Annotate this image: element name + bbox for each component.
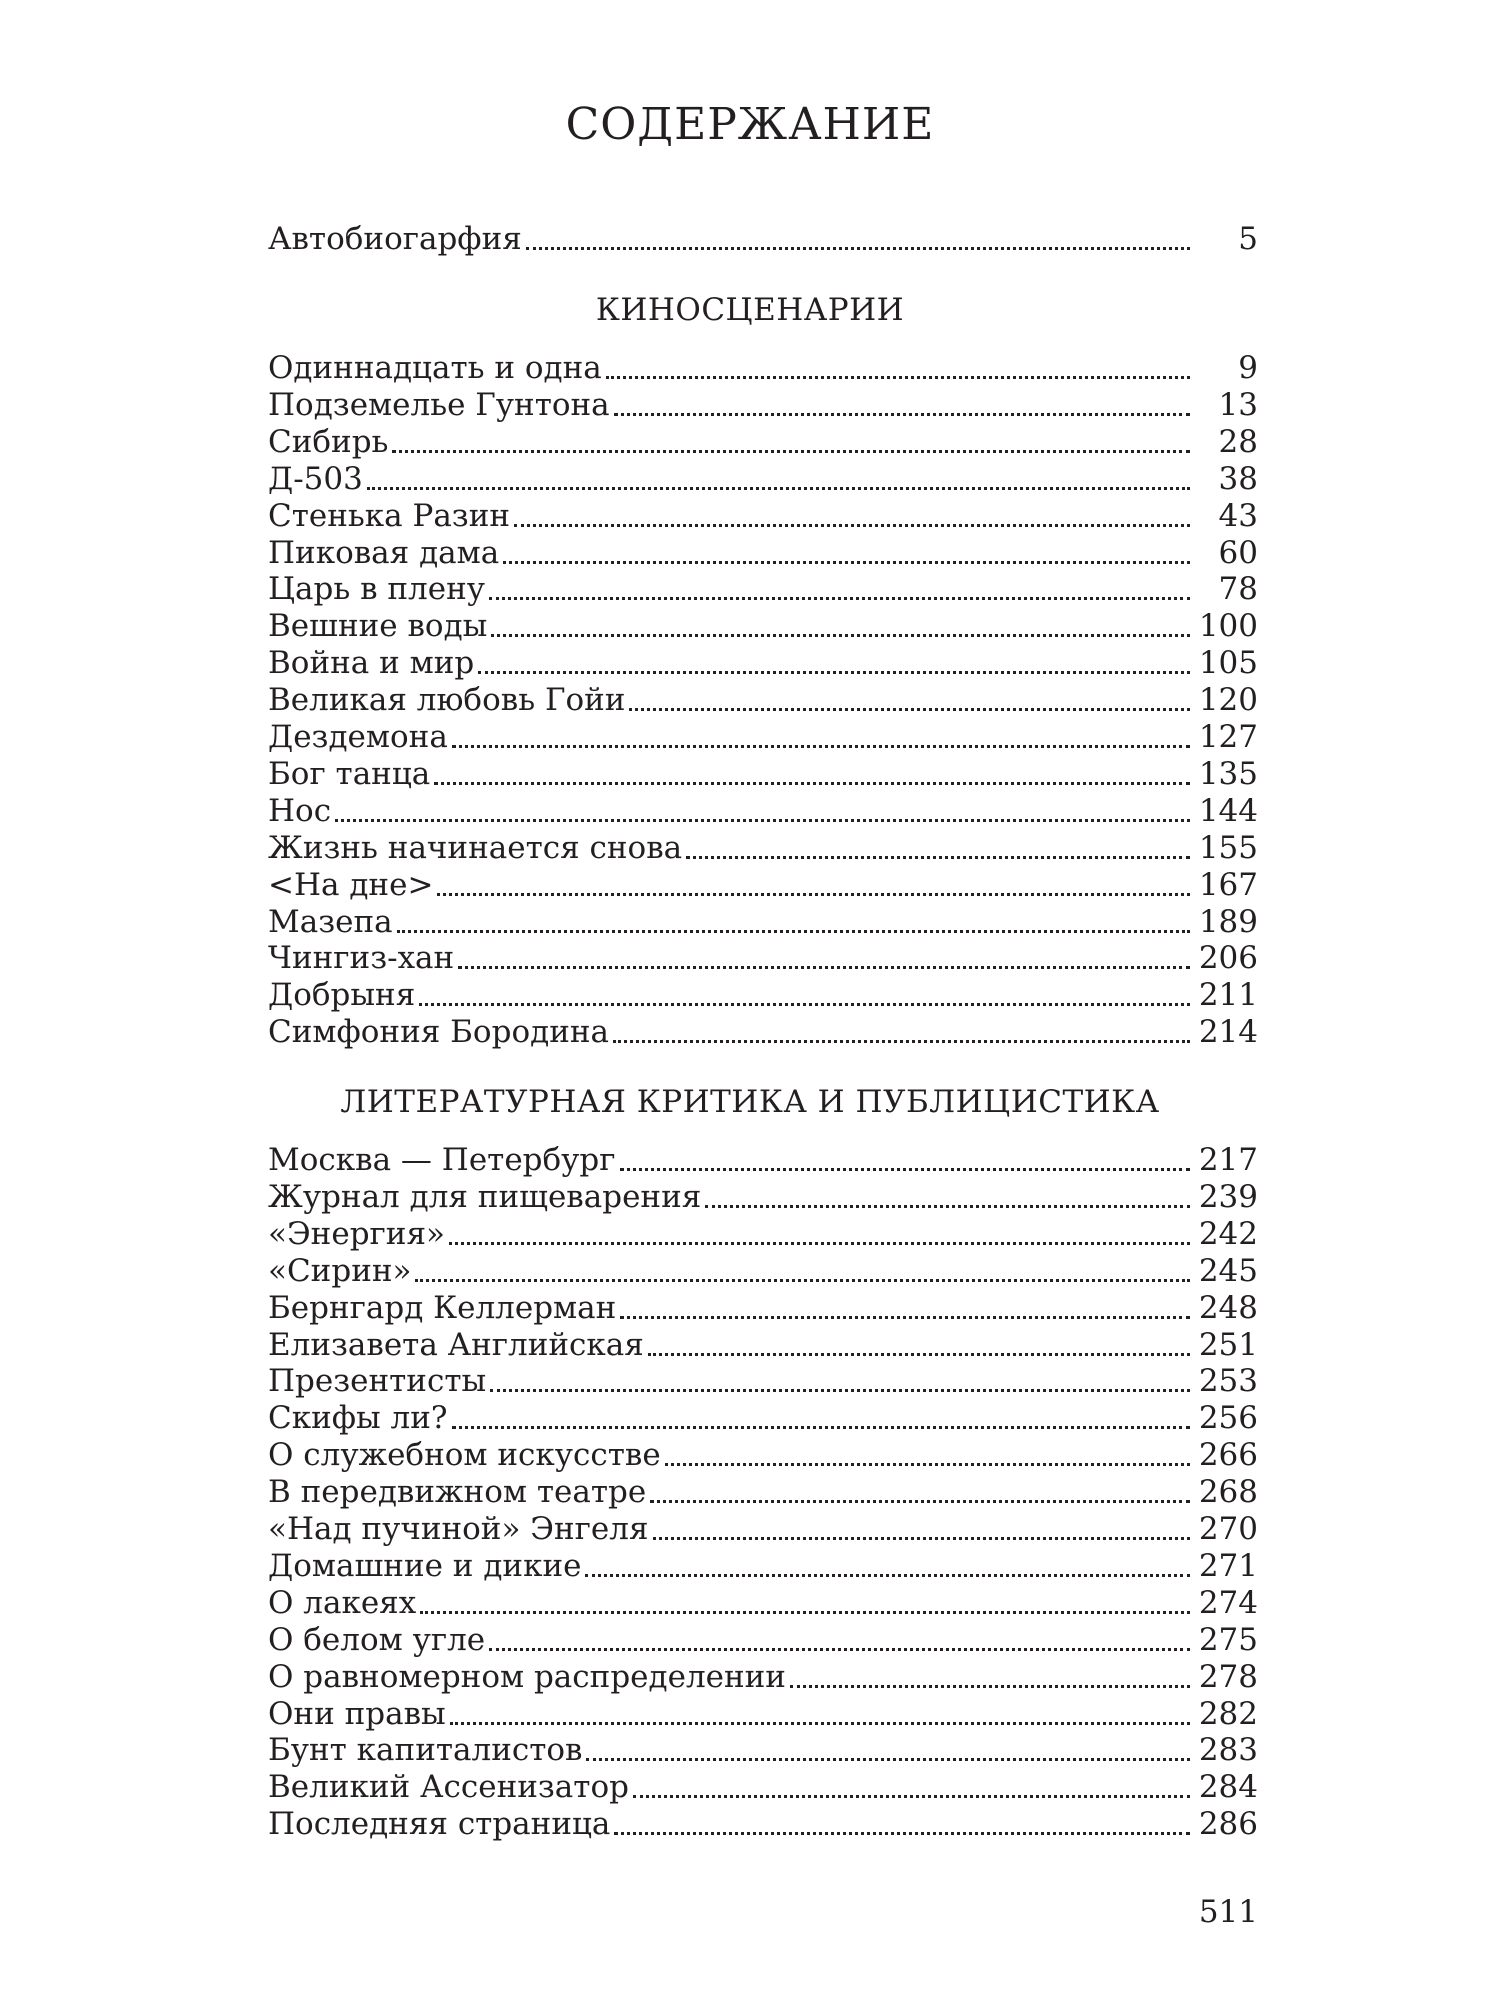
- dot-leader: [478, 671, 1190, 674]
- dot-leader: [449, 1242, 1190, 1245]
- dot-leader: [514, 524, 1190, 527]
- toc-entry-title: Симфония Бородина: [268, 1014, 609, 1051]
- toc-entry-title: Бернгард Келлерман: [268, 1289, 617, 1326]
- dot-leader: [586, 1758, 1190, 1761]
- toc-entry-title: О равномерном распределении: [268, 1658, 786, 1695]
- toc-entry-title: Домашние и дикие: [268, 1547, 582, 1584]
- toc-entry: [268, 1806, 1258, 1843]
- toc-entry: [268, 535, 1258, 572]
- dot-leader: [489, 597, 1190, 600]
- toc-entry: [268, 1437, 1258, 1474]
- dot-leader: [620, 1168, 1191, 1171]
- toc-entry-page: 253: [1198, 1363, 1258, 1400]
- toc-entry-title: Жизнь начинается снова: [268, 829, 683, 866]
- dot-leader: [650, 1500, 1190, 1503]
- toc-entry-title: Мазепа: [268, 903, 393, 940]
- toc-entry-page: 245: [1198, 1252, 1258, 1289]
- toc-entry-title: Д-503: [268, 460, 363, 497]
- toc-entry-title: Подземелье Гунтона: [268, 386, 610, 423]
- toc-entry-title: О белом угле: [268, 1621, 486, 1658]
- dot-leader: [419, 1003, 1190, 1006]
- toc-entry-title: Нос: [268, 792, 332, 829]
- toc-entry-page: 135: [1198, 755, 1258, 792]
- toc-entry: [268, 867, 1258, 904]
- toc-entry: [268, 1216, 1258, 1253]
- toc-entry-page: 5: [1238, 221, 1258, 257]
- dot-leader: [705, 1205, 1190, 1208]
- toc-entry-page: 189: [1198, 903, 1258, 940]
- toc-entry: [268, 682, 1258, 719]
- toc-entry-title: Чингиз-хан: [268, 940, 455, 977]
- toc-entry-title: Дездемона: [268, 719, 448, 755]
- toc-entry-page: 251: [1198, 1326, 1258, 1363]
- toc-entry-page: 256: [1198, 1400, 1258, 1437]
- toc-entry: [268, 1142, 1258, 1179]
- toc-entry-page: 43: [1218, 497, 1258, 534]
- page-title: СОДЕРЖАНИЕ: [565, 99, 935, 150]
- toc-entry-title: Бунт капиталистов: [268, 1732, 583, 1769]
- toc-entry-page: 266: [1198, 1437, 1258, 1474]
- toc-entry-page: 217: [1198, 1142, 1258, 1178]
- dot-leader: [434, 782, 1190, 785]
- toc-entry: [268, 830, 1258, 867]
- toc-entry: [268, 1732, 1258, 1769]
- dot-leader: [613, 1040, 1190, 1043]
- toc-entry-page: 211: [1198, 977, 1258, 1014]
- dot-leader: [335, 819, 1190, 822]
- toc-entry-page: 284: [1198, 1769, 1258, 1806]
- toc-entry: [268, 756, 1258, 793]
- dot-leader: [458, 966, 1190, 969]
- toc-entry: [268, 940, 1258, 977]
- toc-entry: [268, 1253, 1258, 1290]
- toc-entry: [268, 1622, 1258, 1659]
- toc-entry: [268, 977, 1258, 1014]
- dot-leader: [420, 1611, 1190, 1614]
- toc-entry-title: «Энергия»: [268, 1215, 445, 1252]
- dot-leader: [665, 1463, 1190, 1466]
- toc-entry-page: 78: [1218, 571, 1258, 608]
- toc-entry-page: 274: [1198, 1584, 1258, 1621]
- toc-entry-page: 278: [1198, 1658, 1258, 1695]
- toc-entry: [268, 1585, 1258, 1622]
- toc-entry-page: 270: [1198, 1511, 1258, 1547]
- toc-entry-title: Одиннадцать и одна: [268, 350, 602, 386]
- toc-entry: [268, 1290, 1258, 1327]
- toc-entry: [268, 1400, 1258, 1437]
- dot-leader: [585, 1574, 1190, 1577]
- toc-entry: [268, 350, 1258, 387]
- toc-entry: [268, 461, 1258, 498]
- dot-leader: [415, 1279, 1190, 1282]
- dot-leader: [452, 745, 1190, 748]
- dot-leader: [437, 893, 1190, 896]
- toc-entry-title: «Над пучиной» Энгеля: [268, 1511, 649, 1547]
- dot-leader: [790, 1685, 1190, 1688]
- toc-entry: [268, 1474, 1258, 1511]
- toc-entry-page: 60: [1218, 534, 1258, 571]
- dot-leader: [629, 708, 1190, 711]
- toc-entry-title: Они правы: [268, 1695, 446, 1732]
- toc-entry: [268, 1659, 1258, 1696]
- dot-leader: [614, 413, 1190, 416]
- dot-leader: [503, 561, 1190, 564]
- dot-leader: [491, 634, 1190, 637]
- dot-leader: [606, 376, 1190, 379]
- section-heading-screenplays: КИНОСЦЕНАРИИ: [595, 292, 905, 328]
- toc-entry-title: Вешние воды: [268, 608, 488, 645]
- toc-entry-page: 167: [1198, 866, 1258, 903]
- toc-entry-page: 248: [1198, 1289, 1258, 1326]
- dot-leader: [653, 1537, 1190, 1540]
- toc-entry-title: Сибирь: [268, 423, 389, 460]
- toc-entry-title: Великая любовь Гойи: [268, 682, 626, 719]
- toc-entry-title: Москва — Петербург: [268, 1142, 616, 1178]
- toc-entry-page: 13: [1218, 386, 1258, 423]
- toc-entry-title: Скифы ли?: [268, 1400, 448, 1437]
- toc-entry-title: О служебном искусстве: [268, 1437, 661, 1474]
- toc-entry-page: 9: [1238, 350, 1258, 386]
- toc-entry: [268, 424, 1258, 461]
- toc-entry-title: Стенька Разин: [268, 497, 511, 534]
- toc-entry: [268, 719, 1258, 756]
- toc-entry-page: 206: [1198, 940, 1258, 977]
- toc-entry: [268, 793, 1258, 830]
- toc-entry-page: 239: [1198, 1178, 1258, 1215]
- toc-entry-page: 242: [1198, 1215, 1258, 1252]
- toc-entry: [268, 645, 1258, 682]
- toc-entry: [268, 1363, 1258, 1400]
- toc-entry-title: Журнал для пищеварения: [268, 1178, 702, 1215]
- dot-leader: [633, 1795, 1190, 1798]
- toc-entry: [268, 1548, 1258, 1585]
- toc-entry-page: 38: [1218, 460, 1258, 497]
- toc-entry-title: О лакеях: [268, 1584, 417, 1621]
- toc-entry-title: <На дне>: [268, 866, 434, 903]
- dot-leader: [450, 1722, 1190, 1725]
- dot-leader: [526, 247, 1190, 250]
- section-heading-criticism: ЛИТЕРАТУРНАЯ КРИТИКА И ПУБЛИЦИСТИКА: [340, 1084, 1160, 1120]
- toc-entry-title: Война и мир: [268, 645, 475, 682]
- toc-entry-page: 268: [1198, 1474, 1258, 1511]
- toc-entry: [268, 571, 1258, 608]
- dot-leader: [614, 1832, 1190, 1835]
- toc-entry: [268, 387, 1258, 424]
- toc-entry-page: 100: [1198, 608, 1258, 645]
- toc-entry-page: 155: [1198, 829, 1258, 866]
- toc-entry-page: 283: [1198, 1732, 1258, 1769]
- dot-leader: [367, 487, 1190, 490]
- dot-leader: [686, 856, 1190, 859]
- toc-entry-page: 271: [1198, 1547, 1258, 1584]
- toc-entry-title: Презентисты: [268, 1363, 487, 1400]
- dot-leader: [490, 1389, 1190, 1392]
- toc-entry-page: 105: [1198, 645, 1258, 682]
- toc-entry: [268, 1327, 1258, 1364]
- toc-entry: [268, 1511, 1258, 1548]
- toc-entry-title: Бог танца: [268, 755, 431, 792]
- toc-entry: [268, 498, 1258, 535]
- dot-leader: [489, 1648, 1190, 1651]
- toc-entry: [268, 1769, 1258, 1806]
- dot-leader: [452, 1426, 1190, 1429]
- toc-entry: [268, 1014, 1258, 1051]
- toc-entry-page: 144: [1198, 792, 1258, 829]
- toc-entry: [268, 608, 1258, 645]
- dot-leader: [648, 1353, 1190, 1356]
- toc-entry-title: В передвижном театре: [268, 1474, 647, 1511]
- toc-entry-title: Великий Ассенизатор: [268, 1769, 629, 1806]
- toc-entry-title: Добрыня: [268, 977, 416, 1014]
- toc-entry-front: [268, 221, 1258, 258]
- toc-entry-page: 282: [1198, 1695, 1258, 1732]
- page-number: 511: [1198, 1894, 1258, 1930]
- toc-entry-page: 214: [1198, 1014, 1258, 1051]
- toc-entry-page: 286: [1198, 1806, 1258, 1843]
- toc-entry-page: 120: [1198, 682, 1258, 719]
- toc-entry-title: Елизавета Английская: [268, 1326, 644, 1363]
- toc-entry-title: Царь в плену: [268, 571, 485, 608]
- toc-entry: [268, 1179, 1258, 1216]
- toc-entry-page: 28: [1218, 423, 1258, 460]
- dot-leader: [392, 450, 1190, 453]
- dot-leader: [397, 930, 1190, 933]
- toc-entry-title: Автобиогарфия: [268, 221, 522, 257]
- toc-entry: [268, 904, 1258, 941]
- toc-entry: [268, 1696, 1258, 1733]
- dot-leader: [620, 1316, 1190, 1319]
- toc-entry-title: «Сирин»: [268, 1252, 412, 1289]
- toc-entry-title: Последняя страница: [268, 1806, 611, 1843]
- toc-entry-page: 275: [1198, 1621, 1258, 1658]
- toc-entry-title: Пиковая дама: [268, 534, 500, 571]
- toc-entry-page: 127: [1198, 719, 1258, 755]
